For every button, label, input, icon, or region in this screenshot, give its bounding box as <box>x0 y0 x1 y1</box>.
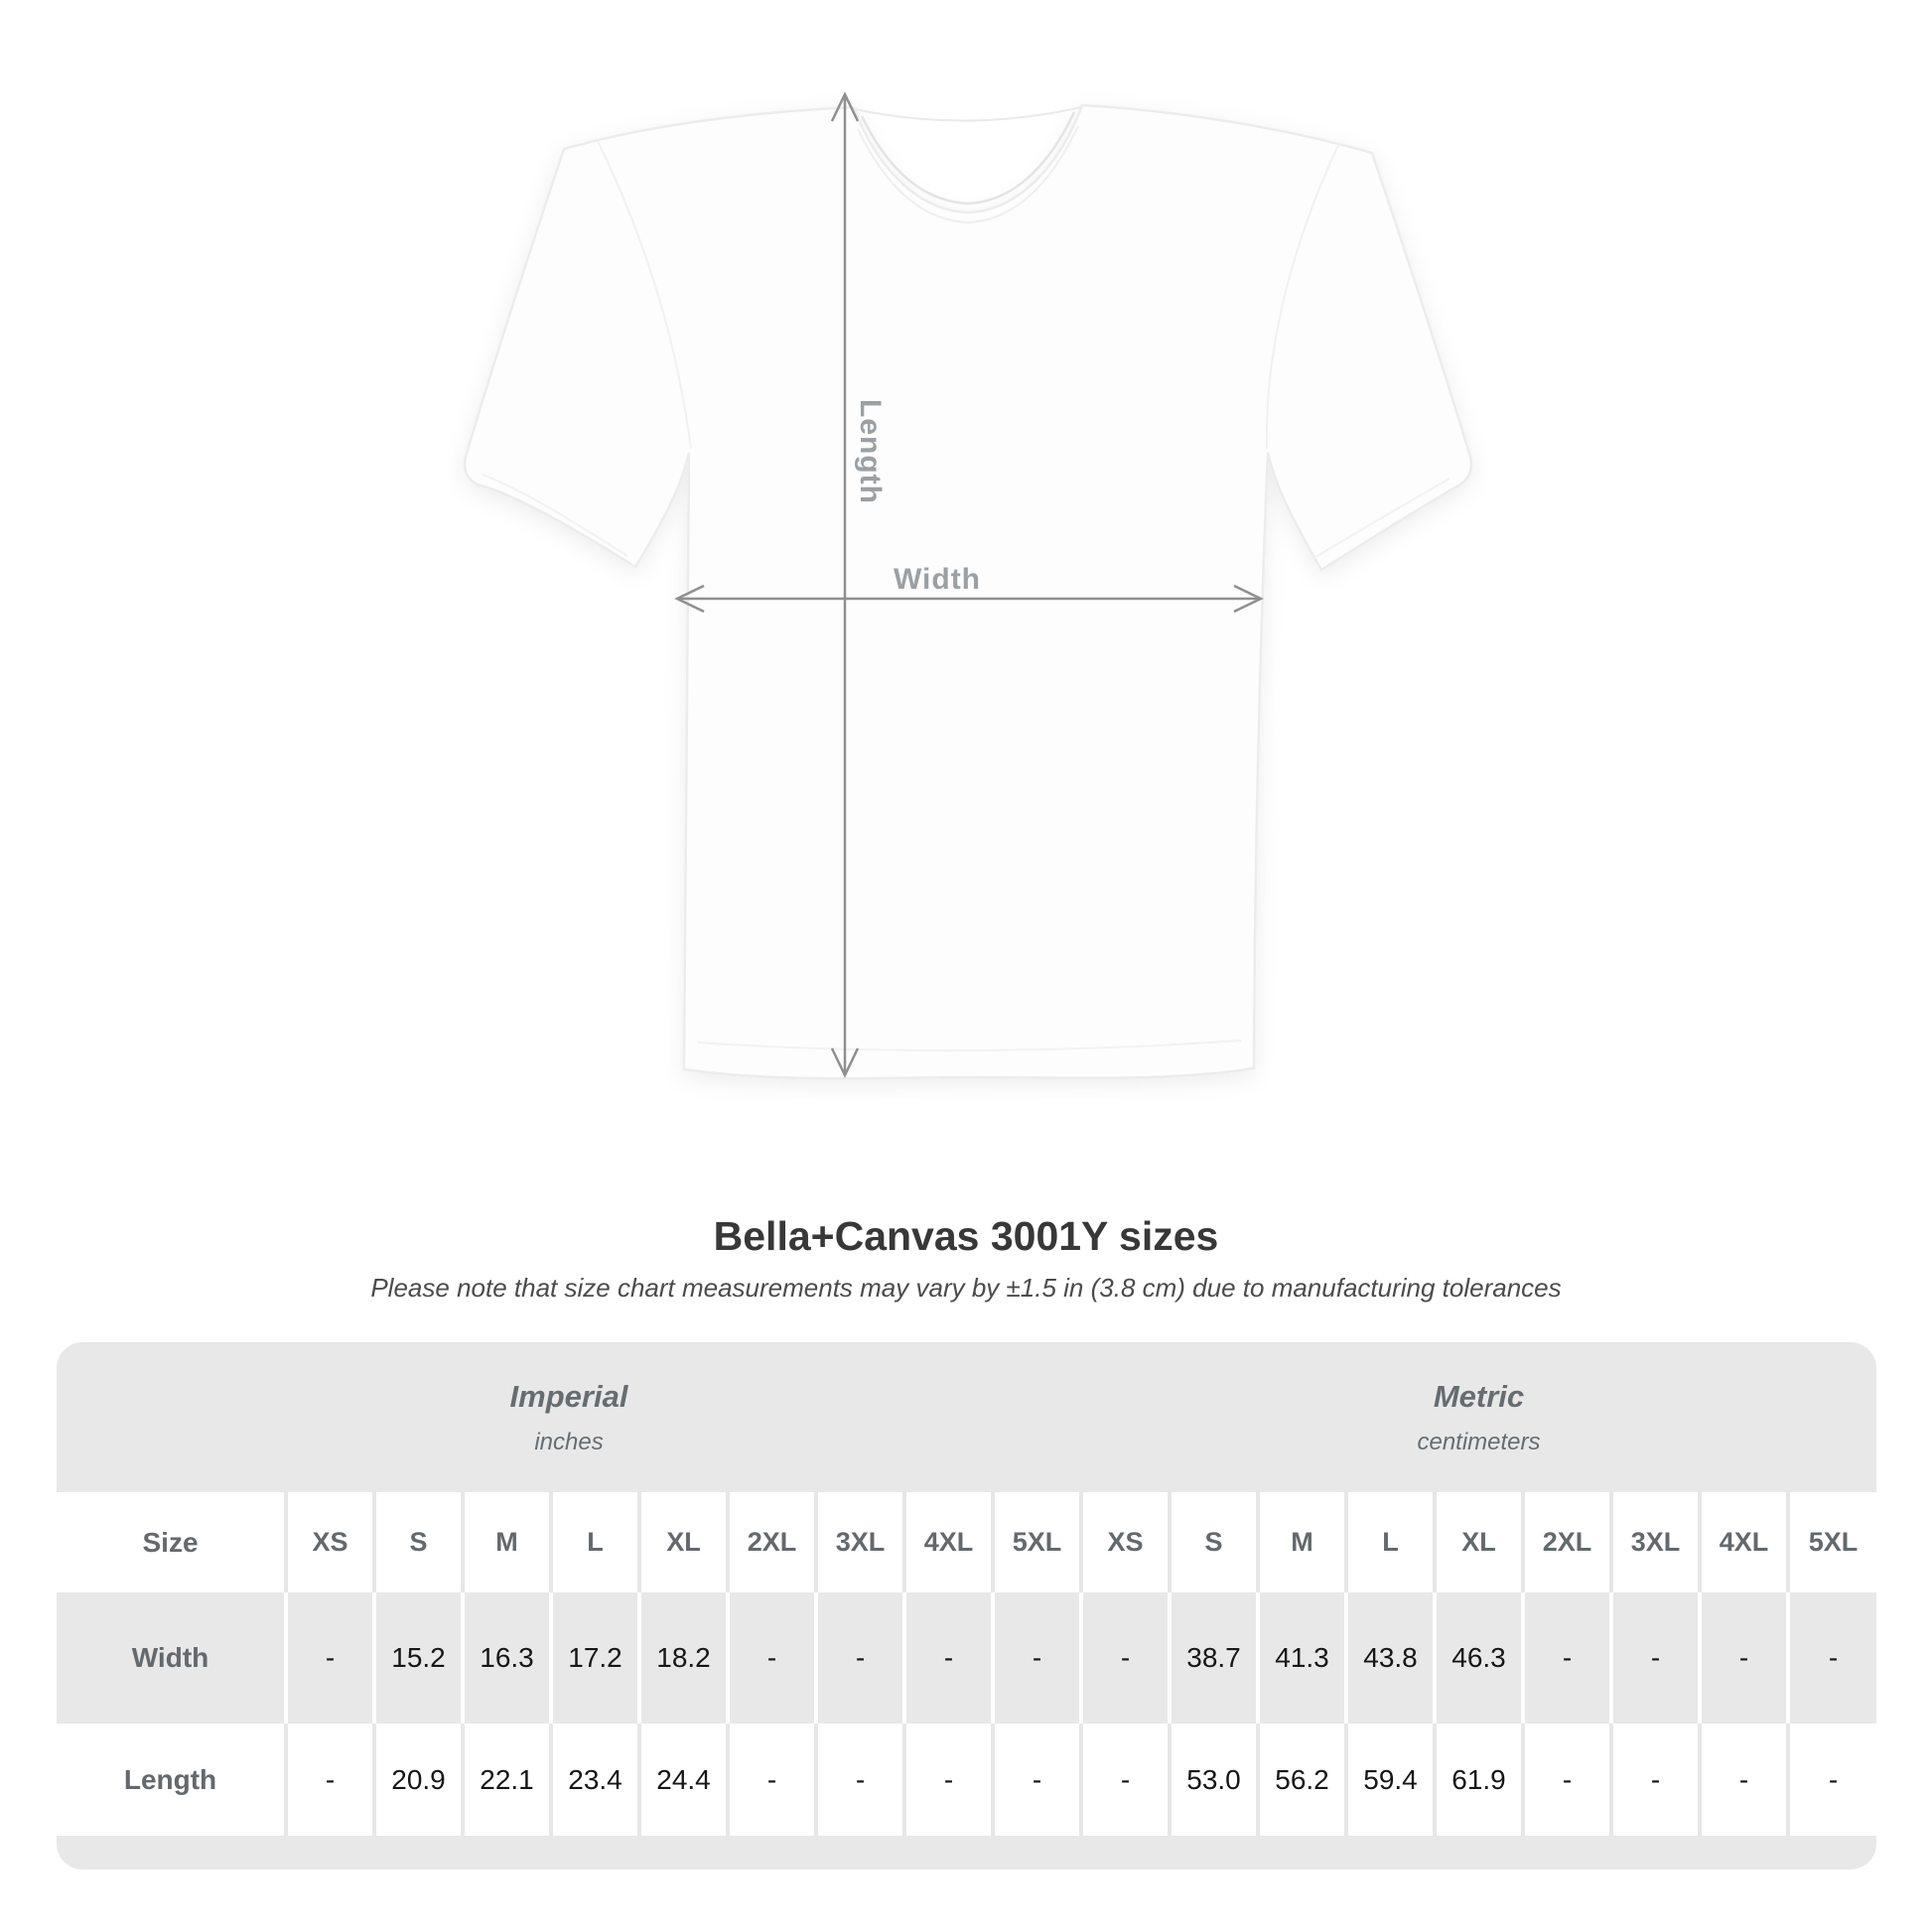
column-header-metric-4xl: 4XL <box>1700 1492 1788 1592</box>
table-footer-band <box>57 1836 1876 1869</box>
column-header-metric-m: M <box>1258 1492 1346 1592</box>
width-data-row <box>57 1592 1876 1724</box>
column-header-imperial-m: M <box>463 1492 551 1592</box>
length-metric-s: 53.0 <box>1170 1724 1258 1836</box>
length-imperial-l: 23.4 <box>551 1724 639 1836</box>
group-label-metric: Metric <box>1433 1378 1525 1414</box>
length-imperial-4xl: - <box>904 1724 993 1836</box>
length-imperial-3xl: - <box>816 1724 904 1836</box>
length-imperial-xl: 24.4 <box>639 1724 728 1836</box>
length-imperial-m: 22.1 <box>463 1724 551 1836</box>
column-header-imperial-4xl: 4XL <box>904 1492 993 1592</box>
column-header-metric-l: L <box>1346 1492 1435 1592</box>
width-imperial-5xl: - <box>993 1592 1081 1724</box>
page-subtitle: Please note that size chart measurements may vary by ±1.5 in (3.8 cm) due to manufacturing tolerances <box>370 1273 1562 1303</box>
length-metric-4xl: - <box>1700 1724 1788 1836</box>
group-unit-imperial: inches <box>534 1428 604 1455</box>
width-metric-l: 43.8 <box>1346 1592 1435 1724</box>
tshirt-figure <box>437 68 1499 1122</box>
column-header-metric-3xl: 3XL <box>1611 1492 1700 1592</box>
column-header-imperial-3xl: 3XL <box>816 1492 904 1592</box>
width-imperial-xs: - <box>286 1592 374 1724</box>
length-data-row <box>57 1724 1876 1836</box>
column-header-imperial-5xl: 5XL <box>993 1492 1081 1592</box>
column-header-imperial-xl: XL <box>639 1492 728 1592</box>
size-chart-table <box>57 1342 1876 1869</box>
width-metric-xl: 46.3 <box>1435 1592 1523 1724</box>
group-header-imperial <box>57 1342 1081 1492</box>
length-metric-l: 59.4 <box>1346 1724 1435 1836</box>
column-header-size: Size <box>57 1492 286 1592</box>
length-metric-3xl: - <box>1611 1724 1700 1836</box>
group-unit-metric: centimeters <box>1417 1428 1541 1455</box>
page-title: Bella+Canvas 3001Y sizes <box>713 1213 1219 1259</box>
column-header-metric-2xl: 2XL <box>1523 1492 1611 1592</box>
column-header-metric-s: S <box>1170 1492 1258 1592</box>
length-metric-2xl: - <box>1523 1724 1611 1836</box>
width-metric-xs: - <box>1081 1592 1170 1724</box>
length-imperial-5xl: - <box>993 1724 1081 1836</box>
row-label-length: Length <box>57 1724 286 1836</box>
size-chart-table-container <box>57 1342 1876 1869</box>
column-header-metric-xs: XS <box>1081 1492 1170 1592</box>
width-imperial-l: 17.2 <box>551 1592 639 1724</box>
width-imperial-m: 16.3 <box>463 1592 551 1724</box>
column-header-metric-5xl: 5XL <box>1788 1492 1876 1592</box>
width-imperial-2xl: - <box>728 1592 816 1724</box>
length-label: Length <box>854 399 887 504</box>
size-header-row <box>57 1492 1876 1592</box>
width-metric-s: 38.7 <box>1170 1592 1258 1724</box>
length-metric-xs: - <box>1081 1724 1170 1836</box>
width-metric-5xl: - <box>1788 1592 1876 1724</box>
width-imperial-4xl: - <box>904 1592 993 1724</box>
width-metric-4xl: - <box>1700 1592 1788 1724</box>
column-header-imperial-l: L <box>551 1492 639 1592</box>
width-imperial-xl: 18.2 <box>639 1592 728 1724</box>
length-imperial-s: 20.9 <box>374 1724 463 1836</box>
width-label: Width <box>893 563 982 596</box>
length-metric-m: 56.2 <box>1258 1724 1346 1836</box>
width-metric-3xl: - <box>1611 1592 1700 1724</box>
row-label-width: Width <box>57 1592 286 1724</box>
length-imperial-2xl: - <box>728 1724 816 1836</box>
width-imperial-s: 15.2 <box>374 1592 463 1724</box>
width-metric-2xl: - <box>1523 1592 1611 1724</box>
length-imperial-xs: - <box>286 1724 374 1836</box>
column-header-imperial-xs: XS <box>286 1492 374 1592</box>
column-header-imperial-s: S <box>374 1492 463 1592</box>
group-header-metric <box>1081 1342 1876 1492</box>
width-metric-m: 41.3 <box>1258 1592 1346 1724</box>
unit-group-row <box>57 1342 1876 1492</box>
column-header-metric-xl: XL <box>1435 1492 1523 1592</box>
width-imperial-3xl: - <box>816 1592 904 1724</box>
length-metric-xl: 61.9 <box>1435 1724 1523 1836</box>
length-metric-5xl: - <box>1788 1724 1876 1836</box>
column-header-imperial-2xl: 2XL <box>728 1492 816 1592</box>
group-label-imperial: Imperial <box>509 1378 628 1414</box>
